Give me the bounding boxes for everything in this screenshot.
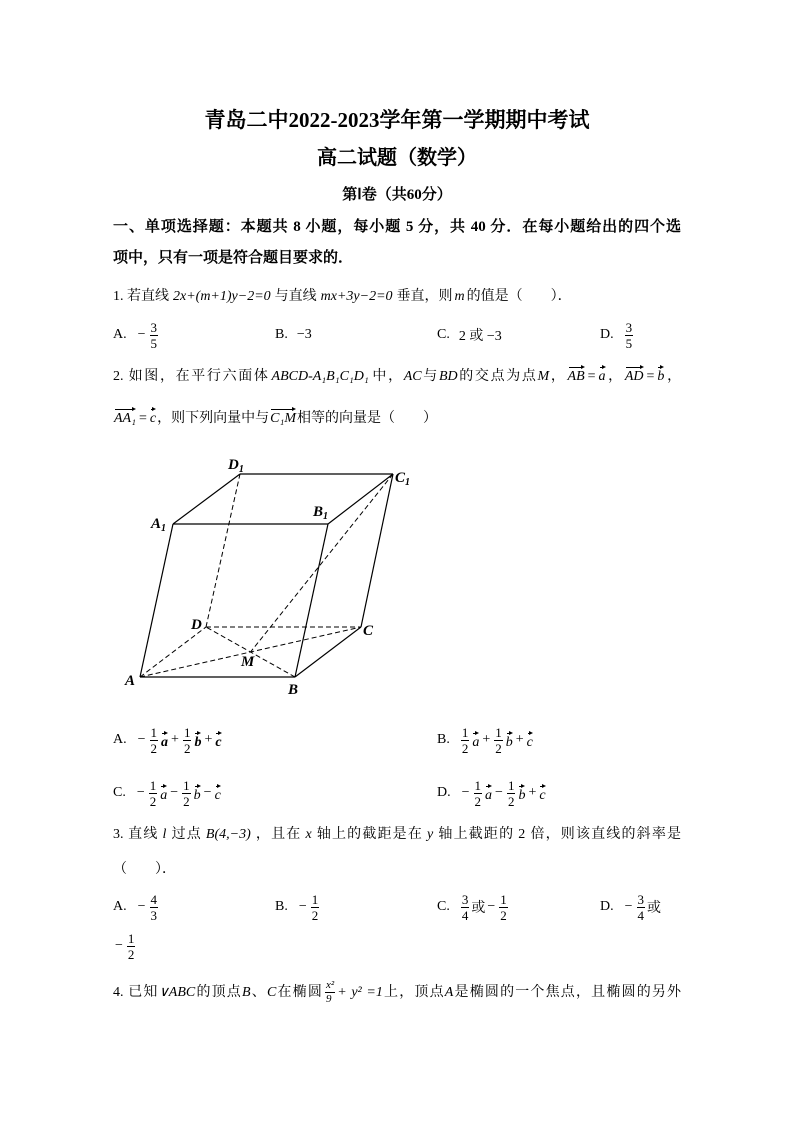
parallelepiped-figure bbox=[120, 450, 420, 700]
q4-number: 4. bbox=[113, 985, 124, 1000]
q4-vertex-b: B bbox=[242, 985, 251, 1000]
fraction bbox=[150, 725, 159, 756]
vector-c: c bbox=[215, 784, 221, 803]
q3-text-3: ，且在 bbox=[254, 827, 302, 842]
equals-sign: = bbox=[646, 369, 655, 384]
option-label: B. bbox=[275, 327, 288, 342]
q4-triangle: ∨ABC bbox=[158, 985, 196, 1000]
fraction bbox=[311, 892, 320, 923]
q4-text-5: 是椭圆的一个焦点，且椭圆的另外 bbox=[453, 985, 682, 1000]
numerator: 1 bbox=[495, 724, 502, 740]
numerator: 1 bbox=[150, 724, 158, 740]
minus-sign: − bbox=[137, 899, 146, 914]
numerator: x² bbox=[326, 979, 335, 992]
vector-a: a bbox=[161, 731, 168, 750]
exam-subtitle: 高二试题（数学） bbox=[317, 147, 477, 169]
fraction bbox=[461, 725, 470, 756]
sign: + bbox=[171, 732, 179, 747]
numerator: 1 bbox=[183, 777, 190, 793]
q3-line-l: l bbox=[162, 827, 167, 842]
numerator: 1 bbox=[149, 777, 157, 793]
label-a: A bbox=[125, 673, 136, 689]
numerator: 1 bbox=[507, 777, 515, 793]
q2-stem-line-1 bbox=[113, 365, 681, 389]
vector-b: b bbox=[518, 784, 525, 803]
option-label: A. bbox=[113, 327, 127, 342]
minus-sign: − bbox=[624, 899, 633, 914]
q4-text-2: 的顶点 bbox=[195, 985, 242, 1000]
numerator: 3 bbox=[150, 319, 158, 335]
minus-sign: − bbox=[298, 899, 307, 914]
fraction bbox=[494, 725, 503, 756]
equals-sign: = bbox=[587, 369, 596, 384]
label-letter: C bbox=[395, 470, 406, 486]
denominator: 2 bbox=[149, 793, 157, 809]
minus-sign: − bbox=[137, 327, 146, 342]
sign: − bbox=[137, 732, 146, 747]
q1-line-equation-1: 2x+(m+1)y−2=0 bbox=[173, 289, 271, 304]
fraction bbox=[461, 892, 470, 923]
fraction bbox=[182, 778, 191, 809]
q1-text-3: 垂直，则 bbox=[396, 289, 453, 304]
q1-text-4: 的值是（ ）． bbox=[466, 289, 572, 304]
numerator: 1 bbox=[500, 891, 507, 907]
ellipse-fraction bbox=[325, 979, 335, 1006]
q2-text-5: ，则下列向量中与 bbox=[157, 411, 270, 426]
label-c1 bbox=[395, 470, 410, 488]
sign: − bbox=[495, 785, 503, 800]
option-label: C. bbox=[113, 785, 126, 800]
sign: + bbox=[515, 732, 524, 747]
label-subscript: 1 bbox=[323, 511, 329, 522]
q4-text-4: 上，顶点 bbox=[382, 985, 445, 1000]
label-c: C bbox=[363, 623, 374, 639]
label-subscript: 1 bbox=[161, 523, 167, 534]
vector-a: a bbox=[160, 784, 167, 803]
option-label: D. bbox=[600, 327, 614, 342]
q3-point-b: B(4,−3) bbox=[205, 827, 251, 842]
numerator: 1 bbox=[311, 891, 319, 907]
numerator: 1 bbox=[461, 724, 469, 740]
edge-c-c1 bbox=[361, 474, 393, 627]
sign: + bbox=[482, 732, 491, 747]
sign: − bbox=[203, 785, 212, 800]
vector-b: b bbox=[506, 731, 513, 750]
q3-stem-line-1 bbox=[113, 825, 681, 845]
or-text: 或 bbox=[647, 901, 662, 916]
numerator: 1 bbox=[183, 724, 191, 740]
vector-c: c bbox=[539, 784, 545, 803]
option-label: D. bbox=[437, 785, 451, 800]
q4-stem bbox=[113, 975, 681, 1011]
label-d: D bbox=[191, 617, 202, 633]
label-d1 bbox=[227, 457, 244, 475]
option-value: 2 或 −3 bbox=[458, 329, 502, 344]
option-label: C. bbox=[437, 899, 450, 914]
q2-solid-name: ABCD-A₁B₁C₁D₁ bbox=[271, 369, 369, 384]
option-label: A. bbox=[113, 899, 127, 914]
denominator: 2 bbox=[500, 907, 507, 923]
vector-aa1: AA₁ bbox=[114, 407, 136, 426]
section-instruction-line-2: 项中，只有一项是符合题目要求的． bbox=[113, 250, 354, 266]
vector-c: c bbox=[150, 407, 156, 426]
q4-separator: 、 bbox=[250, 985, 267, 1000]
sign: + bbox=[528, 785, 537, 800]
q2-stem-line-2 bbox=[113, 407, 681, 431]
q2-option-d bbox=[437, 775, 547, 811]
vector-a: a bbox=[472, 731, 479, 750]
q4-vertex-a: A bbox=[444, 985, 454, 1000]
sign: + bbox=[204, 732, 213, 747]
q3-text-2: 过点 bbox=[170, 827, 202, 842]
numerator: 3 bbox=[461, 891, 469, 907]
q2-text-4: 的交点为点 bbox=[457, 369, 538, 384]
edge-b1-c1 bbox=[328, 474, 393, 524]
q3-x: x bbox=[305, 827, 312, 842]
denominator: 2 bbox=[150, 740, 158, 756]
q2-segment-ac: AC bbox=[403, 369, 422, 384]
comma: ， bbox=[606, 369, 624, 384]
q1-stem bbox=[113, 287, 681, 307]
label-letter: D bbox=[228, 457, 239, 473]
vector-ad: AD bbox=[625, 365, 644, 384]
q3-text-4: 轴上的截距是在 bbox=[315, 827, 424, 842]
q1-text-1: 若直线 bbox=[127, 289, 169, 304]
comma: ， bbox=[549, 369, 567, 384]
or-text: 或 bbox=[471, 901, 486, 916]
fraction bbox=[474, 778, 483, 809]
option-value: −3 bbox=[296, 327, 312, 342]
q4-text-1: 已知 bbox=[128, 985, 159, 1000]
q3-option-a bbox=[113, 889, 160, 925]
q3-stem-line-2: （ ）． bbox=[113, 862, 176, 877]
q1-text-2: 与直线 bbox=[274, 289, 317, 304]
label-b: B bbox=[288, 682, 299, 698]
denominator: 2 bbox=[495, 740, 502, 756]
fraction bbox=[507, 778, 516, 809]
option-label: C. bbox=[437, 327, 450, 342]
numerator: 3 bbox=[637, 891, 645, 907]
vector-ab: AB bbox=[568, 365, 585, 384]
q2-number: 2. bbox=[113, 369, 124, 384]
option-label: B. bbox=[275, 899, 288, 914]
q2-point-m: M bbox=[537, 369, 550, 384]
comma: ， bbox=[665, 369, 682, 384]
ellipse-equation-rest: + y² =1 bbox=[337, 985, 383, 1000]
edge-d1-a1 bbox=[173, 474, 240, 524]
numerator: 3 bbox=[625, 319, 633, 335]
fraction bbox=[127, 931, 136, 962]
denominator: 2 bbox=[183, 793, 190, 809]
numerator: 1 bbox=[127, 930, 135, 946]
q4-text-3: 在椭圆 bbox=[276, 985, 324, 1000]
minus-sign: − bbox=[115, 938, 123, 953]
vector-b: b bbox=[194, 731, 201, 750]
denominator: 2 bbox=[127, 946, 135, 962]
vector-a: a bbox=[485, 784, 492, 803]
q3-text-1: 直线 bbox=[128, 827, 159, 842]
q1-option-a bbox=[113, 317, 160, 353]
fraction bbox=[499, 892, 508, 923]
part-heading: 第Ⅰ卷（共60分） bbox=[342, 187, 452, 203]
q4-vertex-c: C bbox=[266, 985, 277, 1000]
q3-option-d bbox=[600, 889, 661, 925]
label-letter: B bbox=[313, 504, 324, 520]
q3-option-d-continuation bbox=[113, 928, 137, 964]
vector-c1m: C₁M bbox=[270, 407, 296, 426]
q1-line-equation-2: mx+3y−2=0 bbox=[320, 289, 393, 304]
q1-option-b bbox=[275, 317, 312, 353]
q3-factor: 2 bbox=[518, 827, 526, 842]
denominator: 4 bbox=[461, 907, 469, 923]
sign: − bbox=[461, 785, 470, 800]
q3-y: y bbox=[427, 827, 434, 842]
q1-option-c bbox=[437, 317, 502, 353]
denominator: 2 bbox=[461, 740, 469, 756]
q1-option-d bbox=[600, 317, 635, 353]
label-a1 bbox=[150, 516, 166, 534]
option-label: A. bbox=[113, 732, 127, 747]
vector-b: b bbox=[194, 784, 201, 803]
q2-option-a bbox=[113, 722, 223, 758]
section-instruction-line-1: 一、单项选择题：本题共 8 小题，每小题 5 分，共 40 分．在每小题给出的四个选 bbox=[113, 219, 681, 235]
denominator: 5 bbox=[150, 335, 158, 351]
hidden-edge-d-d1 bbox=[206, 474, 240, 627]
q3-option-c bbox=[437, 889, 510, 925]
fraction bbox=[149, 778, 158, 809]
vector-c: c bbox=[527, 731, 533, 750]
edge-a-a1 bbox=[140, 524, 173, 677]
q2-option-b bbox=[437, 722, 534, 758]
q3-option-b bbox=[275, 889, 321, 925]
minus-sign: − bbox=[487, 899, 496, 914]
numerator: 1 bbox=[474, 777, 482, 793]
denominator: 9 bbox=[325, 992, 335, 1006]
q2-text-6: 相等的向量是（ ） bbox=[296, 411, 437, 426]
option-label: D. bbox=[600, 899, 614, 914]
option-label: B. bbox=[437, 732, 450, 747]
fraction bbox=[183, 725, 192, 756]
q1-variable: m bbox=[454, 289, 465, 304]
fraction bbox=[150, 320, 159, 351]
label-m: M bbox=[241, 654, 255, 670]
denominator: 4 bbox=[637, 907, 645, 923]
denominator: 2 bbox=[183, 740, 191, 756]
fraction bbox=[637, 892, 646, 923]
sign: − bbox=[136, 785, 145, 800]
vector-b: b bbox=[657, 365, 664, 384]
q2-segment-bd: BD bbox=[438, 369, 458, 384]
denominator: 2 bbox=[507, 793, 515, 809]
exam-title: 青岛二中2022-2023学年第一学期期中考试 bbox=[204, 108, 590, 132]
q2-option-c bbox=[113, 775, 222, 811]
q1-number: 1. bbox=[113, 289, 124, 304]
equals-sign: = bbox=[138, 411, 147, 426]
denominator: 3 bbox=[150, 907, 158, 923]
edge-b-b1 bbox=[295, 524, 328, 677]
label-subscript: 1 bbox=[405, 477, 411, 488]
sign: − bbox=[170, 785, 179, 800]
denominator: 2 bbox=[311, 907, 319, 923]
q2-text-1: 如图，在平行六面体 bbox=[128, 369, 270, 384]
fraction bbox=[150, 892, 159, 923]
label-b1 bbox=[312, 504, 328, 522]
q3-number: 3. bbox=[113, 827, 124, 842]
vector-c: c bbox=[215, 731, 221, 750]
q3-text-6: 倍，则该直线的斜率是 bbox=[529, 827, 681, 842]
numerator: 4 bbox=[150, 891, 158, 907]
q2-text-3: 与 bbox=[421, 369, 439, 384]
q2-text-2: 中， bbox=[370, 369, 404, 384]
label-letter: A bbox=[151, 516, 162, 532]
label-subscript: 1 bbox=[238, 464, 244, 475]
fraction bbox=[625, 320, 634, 351]
denominator: 5 bbox=[625, 335, 633, 351]
denominator: 2 bbox=[474, 793, 482, 809]
vector-a: a bbox=[599, 365, 606, 384]
q3-text-5: 轴上截距的 bbox=[437, 827, 515, 842]
